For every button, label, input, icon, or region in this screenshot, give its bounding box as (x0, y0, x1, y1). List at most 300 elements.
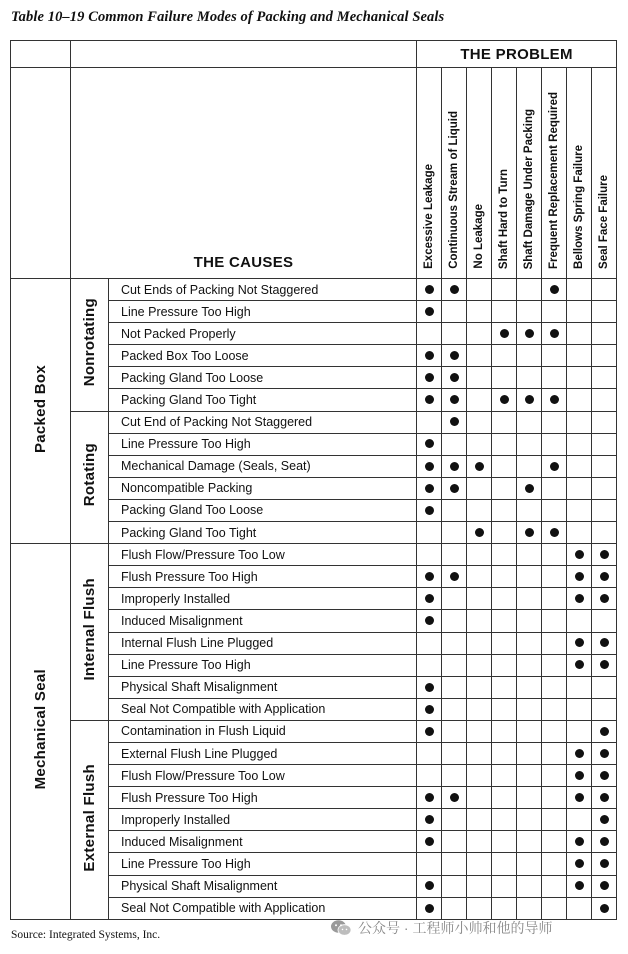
mark-cell (517, 610, 542, 632)
mark-cell (542, 676, 567, 698)
cause-cell: Flush Pressure Too High (109, 566, 417, 588)
mark-cell (492, 345, 517, 367)
mark-cell (492, 455, 517, 477)
mark-cell (567, 831, 592, 853)
problem-column-header (417, 68, 442, 279)
mark-cell (592, 853, 617, 875)
mark-cell (442, 588, 467, 610)
mark-cell (592, 875, 617, 897)
mark-cell (442, 345, 467, 367)
bullet-mark (450, 417, 459, 426)
mark-cell (417, 301, 442, 323)
bullet-mark (600, 660, 609, 669)
bullet-mark (575, 881, 584, 890)
mark-cell (542, 323, 567, 345)
mark-cell (592, 720, 617, 742)
mark-cell (542, 875, 567, 897)
mark-cell (442, 389, 467, 411)
bullet-mark (425, 506, 434, 515)
blank-header-cell (11, 68, 71, 279)
mark-cell (417, 455, 442, 477)
bullet-mark (575, 572, 584, 581)
bullet-mark (550, 462, 559, 471)
mark-cell (592, 787, 617, 809)
mark-cell (442, 279, 467, 301)
problem-column-header (542, 68, 567, 279)
cause-cell: Physical Shaft Misalignment (109, 875, 417, 897)
cause-cell: Internal Flush Line Plugged (109, 632, 417, 654)
problem-label: Seal Face Failure (597, 175, 610, 269)
mark-cell (517, 522, 542, 544)
mark-cell (567, 875, 592, 897)
mark-cell (542, 698, 567, 720)
mark-cell (492, 897, 517, 919)
mark-cell (467, 654, 492, 676)
mark-cell (592, 809, 617, 831)
bullet-mark (475, 528, 484, 537)
bullet-mark (425, 285, 434, 294)
mark-cell (542, 654, 567, 676)
mark-cell (567, 632, 592, 654)
group-label-cell (71, 279, 109, 412)
mark-cell (517, 588, 542, 610)
bullet-mark (425, 683, 434, 692)
problem-column-header (442, 68, 467, 279)
mark-cell (467, 544, 492, 566)
bullet-mark (550, 528, 559, 537)
bullet-mark (425, 815, 434, 824)
mark-cell (417, 345, 442, 367)
bullet-mark (450, 395, 459, 404)
mark-cell (442, 367, 467, 389)
bullet-mark (475, 462, 484, 471)
mark-cell (542, 345, 567, 367)
bullet-mark (600, 859, 609, 868)
bullet-mark (600, 572, 609, 581)
cause-cell: Physical Shaft Misalignment (109, 676, 417, 698)
mark-cell (417, 765, 442, 787)
mark-cell (417, 411, 442, 433)
mark-cell (417, 897, 442, 919)
cause-cell: Flush Flow/Pressure Too Low (109, 765, 417, 787)
mark-cell (592, 588, 617, 610)
mark-cell (517, 875, 542, 897)
mark-cell (567, 477, 592, 499)
mark-cell (492, 632, 517, 654)
bullet-mark (600, 594, 609, 603)
mark-cell (417, 588, 442, 610)
mark-cell (567, 323, 592, 345)
mark-cell (592, 389, 617, 411)
cause-cell: Induced Misalignment (109, 831, 417, 853)
mark-cell (442, 544, 467, 566)
mark-cell (517, 809, 542, 831)
mark-cell (467, 831, 492, 853)
mark-cell (592, 433, 617, 455)
mark-cell (492, 742, 517, 764)
table-body (11, 279, 617, 920)
mark-cell (542, 477, 567, 499)
bullet-mark (600, 904, 609, 913)
mark-cell (592, 411, 617, 433)
cause-cell: Flush Pressure Too High (109, 787, 417, 809)
mark-cell (517, 787, 542, 809)
mark-cell (442, 632, 467, 654)
mark-cell (542, 632, 567, 654)
problem-label: Bellows Spring Failure (572, 145, 585, 269)
bullet-mark (425, 351, 434, 360)
mark-cell (442, 477, 467, 499)
cause-cell: Seal Not Compatible with Application (109, 698, 417, 720)
mark-cell (517, 831, 542, 853)
group-label: Internal Flush (81, 578, 98, 681)
mark-cell (517, 367, 542, 389)
mark-cell (492, 720, 517, 742)
mark-cell (417, 698, 442, 720)
mark-cell (467, 875, 492, 897)
mark-cell (467, 522, 492, 544)
bullet-mark (525, 484, 534, 493)
mark-cell (467, 323, 492, 345)
mark-cell (442, 323, 467, 345)
bullet-mark (525, 329, 534, 338)
bullet-mark (575, 837, 584, 846)
mark-cell (517, 279, 542, 301)
problem-column-header (567, 68, 592, 279)
mark-cell (517, 499, 542, 521)
bullet-mark (575, 660, 584, 669)
mark-cell (467, 897, 492, 919)
bullet-mark (600, 749, 609, 758)
mark-cell (592, 499, 617, 521)
problem-label: Excessive Leakage (422, 164, 435, 269)
bullet-mark (450, 462, 459, 471)
mark-cell (442, 897, 467, 919)
bullet-mark (425, 616, 434, 625)
section-label-cell (11, 279, 71, 544)
cause-cell: Line Pressure Too High (109, 301, 417, 323)
bullet-mark (550, 285, 559, 294)
bullet-mark (425, 572, 434, 581)
mark-cell (567, 853, 592, 875)
problem-label: No Leakage (472, 204, 485, 269)
bullet-mark (425, 373, 434, 382)
mark-cell (567, 698, 592, 720)
mark-cell (442, 654, 467, 676)
bullet-mark (600, 638, 609, 647)
mark-cell (442, 787, 467, 809)
mark-cell (492, 522, 517, 544)
mark-cell (567, 566, 592, 588)
mark-cell (567, 279, 592, 301)
group-label: Nonrotating (81, 298, 98, 387)
cause-cell: Flush Flow/Pressure Too Low (109, 544, 417, 566)
cause-cell: Cut Ends of Packing Not Staggered (109, 279, 417, 301)
problem-column-header (492, 68, 517, 279)
mark-cell (567, 367, 592, 389)
mark-cell (517, 345, 542, 367)
mark-cell (417, 544, 442, 566)
problem-header: THE PROBLEM (417, 41, 617, 68)
mark-cell (517, 698, 542, 720)
bullet-mark (425, 727, 434, 736)
mark-cell (592, 676, 617, 698)
cause-cell: Improperly Installed (109, 588, 417, 610)
blank-header-cell (11, 41, 71, 68)
table-row (11, 544, 617, 566)
cause-cell: Improperly Installed (109, 809, 417, 831)
mark-cell (542, 301, 567, 323)
bullet-mark (425, 594, 434, 603)
mark-cell (467, 610, 492, 632)
bullet-mark (425, 837, 434, 846)
mark-cell (492, 610, 517, 632)
bullet-mark (525, 395, 534, 404)
mark-cell (442, 875, 467, 897)
mark-cell (417, 654, 442, 676)
problem-column-header (517, 68, 542, 279)
cause-cell: Not Packed Properly (109, 323, 417, 345)
mark-cell (592, 279, 617, 301)
bullet-mark (575, 793, 584, 802)
mark-cell (492, 654, 517, 676)
cause-cell: Packing Gland Too Tight (109, 522, 417, 544)
mark-cell (592, 610, 617, 632)
mark-cell (417, 676, 442, 698)
bullet-mark (575, 749, 584, 758)
mark-cell (492, 588, 517, 610)
mark-cell (542, 411, 567, 433)
mark-cell (517, 566, 542, 588)
bullet-mark (425, 793, 434, 802)
mark-cell (542, 610, 567, 632)
bullet-mark (600, 837, 609, 846)
mark-cell (417, 433, 442, 455)
mark-cell (567, 765, 592, 787)
mark-cell (467, 765, 492, 787)
mark-cell (542, 765, 567, 787)
mark-cell (542, 742, 567, 764)
mark-cell (542, 455, 567, 477)
mark-cell (467, 411, 492, 433)
mark-cell (517, 742, 542, 764)
mark-cell (592, 632, 617, 654)
cause-cell: Line Pressure Too High (109, 654, 417, 676)
wechat-icon (330, 919, 352, 937)
mark-cell (417, 720, 442, 742)
mark-cell (417, 367, 442, 389)
mark-cell (467, 301, 492, 323)
mark-cell (567, 433, 592, 455)
mark-cell (592, 897, 617, 919)
mark-cell (442, 831, 467, 853)
mark-cell (567, 742, 592, 764)
bullet-mark (575, 859, 584, 868)
mark-cell (467, 477, 492, 499)
mark-cell (517, 765, 542, 787)
mark-cell (592, 742, 617, 764)
mark-cell (592, 323, 617, 345)
bullet-mark (425, 307, 434, 316)
mark-cell (442, 522, 467, 544)
table-row (11, 279, 617, 301)
mark-cell (517, 544, 542, 566)
mark-cell (492, 411, 517, 433)
causes-header: THE CAUSES (71, 68, 417, 279)
mark-cell (442, 566, 467, 588)
cause-cell: Cut End of Packing Not Staggered (109, 411, 417, 433)
mark-cell (442, 455, 467, 477)
bullet-mark (425, 881, 434, 890)
mark-cell (442, 742, 467, 764)
mark-cell (442, 301, 467, 323)
mark-cell (567, 897, 592, 919)
table-row (11, 411, 617, 433)
cause-cell: Packed Box Too Loose (109, 345, 417, 367)
mark-cell (542, 588, 567, 610)
failure-modes-table (10, 40, 617, 920)
mark-cell (592, 301, 617, 323)
mark-cell (417, 809, 442, 831)
mark-cell (492, 676, 517, 698)
mark-cell (467, 853, 492, 875)
mark-cell (517, 654, 542, 676)
mark-cell (592, 522, 617, 544)
mark-cell (542, 787, 567, 809)
mark-cell (492, 831, 517, 853)
mark-cell (467, 566, 492, 588)
mark-cell (417, 875, 442, 897)
problem-label: Shaft Hard to Turn (497, 168, 510, 269)
bullet-mark (450, 793, 459, 802)
mark-cell (492, 477, 517, 499)
mark-cell (592, 765, 617, 787)
mark-cell (492, 787, 517, 809)
cause-cell: Noncompatible Packing (109, 477, 417, 499)
mark-cell (417, 566, 442, 588)
mark-cell (567, 588, 592, 610)
mark-cell (542, 499, 567, 521)
mark-cell (542, 433, 567, 455)
problem-label: Frequent Replacement Required (547, 91, 560, 269)
mark-cell (517, 897, 542, 919)
source-note: Source: Integrated Systems, Inc. (11, 929, 161, 941)
section-label-cell (11, 544, 71, 920)
mark-cell (492, 566, 517, 588)
mark-cell (467, 588, 492, 610)
mark-cell (492, 853, 517, 875)
mark-cell (567, 522, 592, 544)
mark-cell (542, 389, 567, 411)
bullet-mark (575, 594, 584, 603)
mark-cell (467, 433, 492, 455)
cause-cell: Packing Gland Too Loose (109, 367, 417, 389)
bullet-mark (600, 793, 609, 802)
mark-cell (542, 831, 567, 853)
bullet-mark (500, 329, 509, 338)
bullet-mark (550, 329, 559, 338)
section-label: Mechanical Seal (32, 668, 49, 790)
mark-cell (467, 389, 492, 411)
cause-cell: Mechanical Damage (Seals, Seat) (109, 455, 417, 477)
mark-cell (492, 698, 517, 720)
mark-cell (567, 787, 592, 809)
bullet-mark (425, 439, 434, 448)
mark-cell (567, 654, 592, 676)
mark-cell (542, 809, 567, 831)
mark-cell (567, 499, 592, 521)
mark-cell (492, 301, 517, 323)
mark-cell (442, 853, 467, 875)
mark-cell (492, 389, 517, 411)
mark-cell (492, 279, 517, 301)
mark-cell (567, 389, 592, 411)
mark-cell (542, 720, 567, 742)
mark-cell (417, 499, 442, 521)
bullet-mark (575, 638, 584, 647)
bullet-mark (425, 484, 434, 493)
mark-cell (567, 544, 592, 566)
mark-cell (467, 698, 492, 720)
cause-cell: Contamination in Flush Liquid (109, 720, 417, 742)
bullet-mark (450, 285, 459, 294)
cause-cell: Seal Not Compatible with Application (109, 897, 417, 919)
bullet-mark (600, 881, 609, 890)
mark-cell (517, 389, 542, 411)
mark-cell (417, 742, 442, 764)
bullet-mark (600, 771, 609, 780)
table-header (11, 41, 617, 279)
mark-cell (567, 455, 592, 477)
mark-cell (492, 544, 517, 566)
section-label: Packed Box (32, 364, 49, 453)
mark-cell (567, 676, 592, 698)
watermark-text: 公众号 · 工程师小帅和他的导师 (358, 920, 553, 936)
bullet-mark (425, 705, 434, 714)
mark-cell (467, 345, 492, 367)
mark-cell (467, 367, 492, 389)
cause-cell: Packing Gland Too Loose (109, 499, 417, 521)
bullet-mark (500, 395, 509, 404)
table-caption: Table 10–19 Common Failure Modes of Packing and Mechanical Seals (11, 9, 445, 25)
bullet-mark (450, 373, 459, 382)
mark-cell (517, 301, 542, 323)
bullet-mark (600, 550, 609, 559)
cause-cell: Induced Misalignment (109, 610, 417, 632)
mark-cell (592, 367, 617, 389)
mark-cell (467, 742, 492, 764)
watermark (330, 918, 552, 938)
group-label: Rotating (81, 443, 98, 507)
mark-cell (417, 853, 442, 875)
mark-cell (492, 765, 517, 787)
bullet-mark (450, 572, 459, 581)
mark-cell (467, 632, 492, 654)
mark-cell (517, 323, 542, 345)
mark-cell (492, 433, 517, 455)
mark-cell (542, 853, 567, 875)
mark-cell (592, 345, 617, 367)
mark-cell (417, 787, 442, 809)
bullet-mark (450, 351, 459, 360)
mark-cell (442, 676, 467, 698)
mark-cell (467, 499, 492, 521)
bullet-mark (450, 484, 459, 493)
bullet-mark (600, 727, 609, 736)
mark-cell (567, 809, 592, 831)
mark-cell (517, 455, 542, 477)
mark-cell (592, 477, 617, 499)
